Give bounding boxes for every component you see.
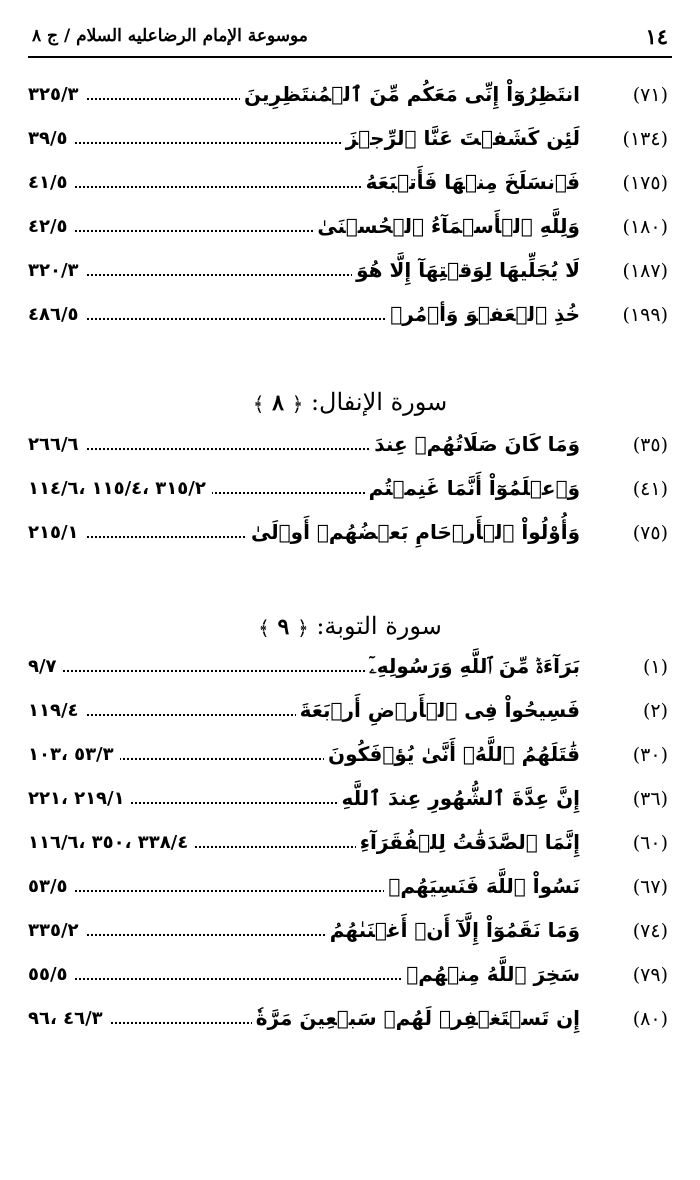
verse-number: (٦٧) <box>632 876 668 898</box>
surah-number: ٨ <box>272 390 284 416</box>
reference: ٤١/٥ <box>28 172 74 193</box>
index-row <box>28 118 672 162</box>
reference: ٥٣/٣ ،١٠٣ <box>28 744 120 765</box>
reference: ٥٣/٥ <box>28 876 74 897</box>
index-row <box>28 998 672 1042</box>
ornament-close-icon: ﴾ <box>258 615 270 640</box>
verse-text: وَلِلَّهِ ٱلۡأَسۡمَآءُ ٱلۡحُسۡنَىٰ <box>313 214 580 238</box>
surah-heading-anfal <box>0 388 700 416</box>
reference: ٢١٥/١ <box>28 522 85 543</box>
verse-text: فَسِيحُواْ فِى ٱلۡأَرۡضِ أَرۡبَعَةَ <box>296 698 580 722</box>
verse-text: فَٱنسَلَخَ مِنۡهَا فَأَتۡبَعَهُ <box>362 170 580 194</box>
index-row <box>28 910 672 954</box>
verse-text: بَرَآءَةٞ مِّنَ ٱللَّهِ وَرَسُولِهِۦٓ <box>365 654 580 678</box>
verse-number: (٣٠) <box>632 744 668 766</box>
reference: ٤٢/٥ <box>28 216 74 237</box>
verse-number: (٤١) <box>632 478 668 500</box>
index-row <box>28 646 672 690</box>
reference: ٥٥/٥ <box>28 964 74 985</box>
verse-text: إِنَّ عِدَّةَ ٱلشُّهُورِ عِندَ ٱللَّهِ <box>337 786 580 810</box>
verse-number: (١٨٠) <box>622 216 668 238</box>
ornament-open-icon: ﴿ <box>296 615 309 640</box>
ornament-close-icon: ﴾ <box>252 391 265 416</box>
index-section-tawba <box>28 646 672 1042</box>
verse-text: وَٱعۡلَمُوٓاْ أَنَّمَا غَنِمۡتُم <box>365 476 580 500</box>
index-row <box>28 162 672 206</box>
reference: ١١٩/٤ <box>28 700 85 721</box>
reference: ٤٨٦/٥ <box>28 304 85 325</box>
verse-number: (٦٠) <box>632 832 668 854</box>
index-section-continued <box>28 74 672 338</box>
reference: ٣٣٥/٢ <box>28 920 85 941</box>
verse-text: لَئِن كَشَفۡتَ عَنَّا ٱلرِّجۡزَ <box>342 126 580 150</box>
verse-number: (١) <box>642 656 668 678</box>
reference: ٣٣٨/٤ ،٣٥٠ ،١١٦/٦ <box>28 832 194 853</box>
surah-name: سورة التوبة: <box>316 612 442 640</box>
verse-number: (١٧٥) <box>622 172 668 194</box>
verse-number: (١٨٧) <box>622 260 668 282</box>
ornament-open-icon: ﴿ <box>291 391 304 416</box>
verse-number: (٧١) <box>632 84 668 106</box>
surah-name: سورة الإنفال: <box>310 388 448 416</box>
reference: ٣٩/٥ <box>28 128 74 149</box>
index-row <box>28 778 672 822</box>
reference: ٢١٩/١ ،٢٢١ <box>28 788 131 809</box>
verse-text: قَٰتَلَهُمُ ٱللَّهُۖ أَنَّىٰ يُؤۡفَكُونَ <box>324 742 580 766</box>
index-row <box>28 74 672 118</box>
verse-text: وَمَا نَقَمُوٓاْ إِلَّآ أَنۡ أَغۡنَىٰهُمُ <box>326 918 580 942</box>
index-row <box>28 822 672 866</box>
index-row <box>28 294 672 338</box>
index-row <box>28 512 672 556</box>
index-row <box>28 690 672 734</box>
page-header <box>28 14 672 54</box>
reference: ٩/٧ <box>28 656 63 677</box>
index-row <box>28 206 672 250</box>
verse-number: (٣٥) <box>632 434 668 456</box>
verse-number: (٢) <box>642 700 668 722</box>
header-divider <box>28 56 672 58</box>
reference: ٣١٥/٢ ،١١٥/٤ ،١١٤/٦ <box>28 478 212 499</box>
index-row <box>28 250 672 294</box>
index-row <box>28 424 672 468</box>
verse-number: (١٣٤) <box>622 128 668 150</box>
verse-number: (٨٠) <box>632 1008 668 1030</box>
surah-number: ٩ <box>277 614 290 640</box>
index-row <box>28 468 672 512</box>
book-title: موسوعة الإمام الرضاعليه السلام / ج ٨ <box>32 26 308 46</box>
verse-text: إِنَّمَا ٱلصَّدَقَٰتُ لِلۡفُقَرَآءِ <box>356 830 580 854</box>
index-row <box>28 734 672 778</box>
verse-number: (٧٤) <box>632 920 668 942</box>
verse-text: إِن تَسۡتَغۡفِرۡ لَهُمۡ سَبۡعِينَ مَرَّةٗ <box>252 1006 580 1030</box>
verse-text: وَمَا كَانَ صَلَاتُهُمۡ عِندَ <box>370 432 580 456</box>
page-number: ١٤ <box>645 24 668 49</box>
verse-number: (٧٥) <box>632 522 668 544</box>
reference: ٤٦/٣ ،٩٦ <box>28 1008 109 1029</box>
index-row <box>28 954 672 998</box>
verse-text: انتَظِرُوٓاْ إِنِّى مَعَكُم مِّنَ ٱلۡمُنتَظِرِينَ <box>240 82 580 106</box>
index-row <box>28 866 672 910</box>
verse-number: (١٩٩) <box>622 304 668 326</box>
verse-text: خُذِ ٱلۡعَفۡوَ وَأۡمُرۡ <box>386 302 580 326</box>
verse-text: سَخِرَ ٱللَّهُ مِنۡهُمۡ <box>402 962 580 986</box>
verse-text: وَأُوْلُواْ ٱلۡأَرۡحَامِ بَعۡضُهُمۡ أَوۡلَىٰ <box>247 520 580 544</box>
reference: ٣٢٠/٣ <box>28 260 85 281</box>
verse-text: لَا يُجَلِّيهَا لِوَقۡتِهَآ إِلَّا هُوَ <box>352 258 580 282</box>
reference: ٢٦٦/٦ <box>28 434 85 455</box>
verse-number: (٣٦) <box>632 788 668 810</box>
index-section-anfal <box>28 424 672 556</box>
reference: ٣٢٥/٣ <box>28 84 85 105</box>
verse-text: نَسُواْ ٱللَّهَ فَنَسِيَهُمۡ <box>384 874 580 898</box>
surah-heading-tawba <box>0 612 700 640</box>
verse-number: (٧٩) <box>632 964 668 986</box>
